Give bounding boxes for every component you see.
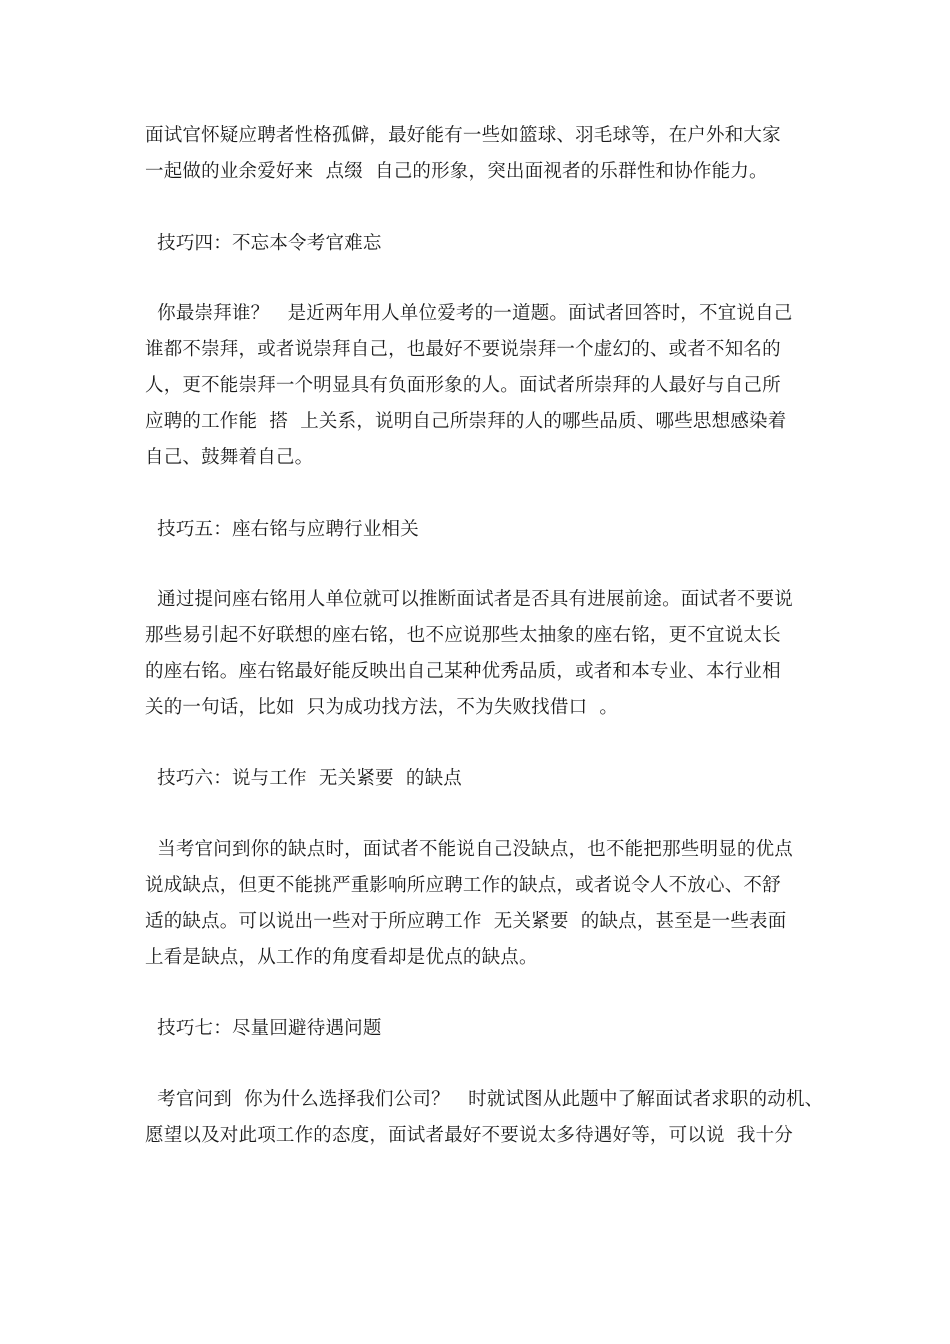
body-text-line: 通过提问座右铭用人单位就可以推断面试者是否具有进展前途。面试者不要说 (145, 589, 793, 610)
section-heading: 技巧六：说与工作 无关紧要 的缺点 (145, 768, 462, 789)
section-heading: 技巧四：不忘本令考官难忘 (145, 233, 382, 254)
body-text-line: 人，更不能崇拜一个明显具有负面形象的人。面试者所崇拜的人最好与自己所 (145, 375, 781, 396)
body-text-line: 谁都不崇拜，或者说崇拜自己，也最好不要说崇拜一个虚幻的、或者不知名的 (145, 339, 781, 360)
body-text-line: 说成缺点，但更不能挑严重影响所应聘工作的缺点，或者说令人不放心、不舒 (145, 875, 781, 896)
body-text-line: 适的缺点。可以说出一些对于所应聘工作 无关紧要 的缺点，甚至是一些表面 (145, 911, 787, 932)
body-text-line: 考官问到 你为什么选择我们公司？ 时就试图从此题中了解面试者求职的动机、 (145, 1089, 824, 1110)
body-text-line: 愿望以及对此项工作的态度，面试者最好不要说太多待遇好等，可以说 我十分 (145, 1125, 793, 1146)
body-text-line: 你最崇拜谁？ 是近两年用人单位爱考的一道题。面试者回答时，不宜说自己 (145, 303, 793, 324)
body-text-line: 自己、鼓舞着自己。 (145, 447, 314, 468)
body-text-line: 关的一句话，比如 只为成功找方法，不为失败找借口 。 (145, 697, 619, 718)
body-text-line: 的座右铭。座右铭最好能反映出自己某种优秀品质，或者和本专业、本行业相 (145, 661, 781, 682)
section-heading: 技巧五：座右铭与应聘行业相关 (145, 519, 419, 540)
section-heading: 技巧七：尽量回避待遇问题 (145, 1018, 382, 1039)
body-text-line: 上看是缺点，从工作的角度看却是优点的缺点。 (145, 947, 538, 968)
body-text-line: 一起做的业余爱好来 点缀 自己的形象，突出面视者的乐群性和协作能力。 (145, 161, 768, 182)
body-text-line: 当考官问到你的缺点时，面试者不能说自己没缺点，也不能把那些明显的优点 (145, 839, 793, 860)
body-text-line: 应聘的工作能 搭 上关系，说明自己所崇拜的人的哪些品质、哪些思想感染着 (145, 411, 787, 432)
body-text-line: 面试官怀疑应聘者性格孤僻，最好能有一些如篮球、羽毛球等，在户外和大家 (145, 125, 781, 146)
body-text-line: 那些易引起不好联想的座右铭，也不应说那些太抽象的座右铭，更不宜说太长 (145, 625, 781, 646)
